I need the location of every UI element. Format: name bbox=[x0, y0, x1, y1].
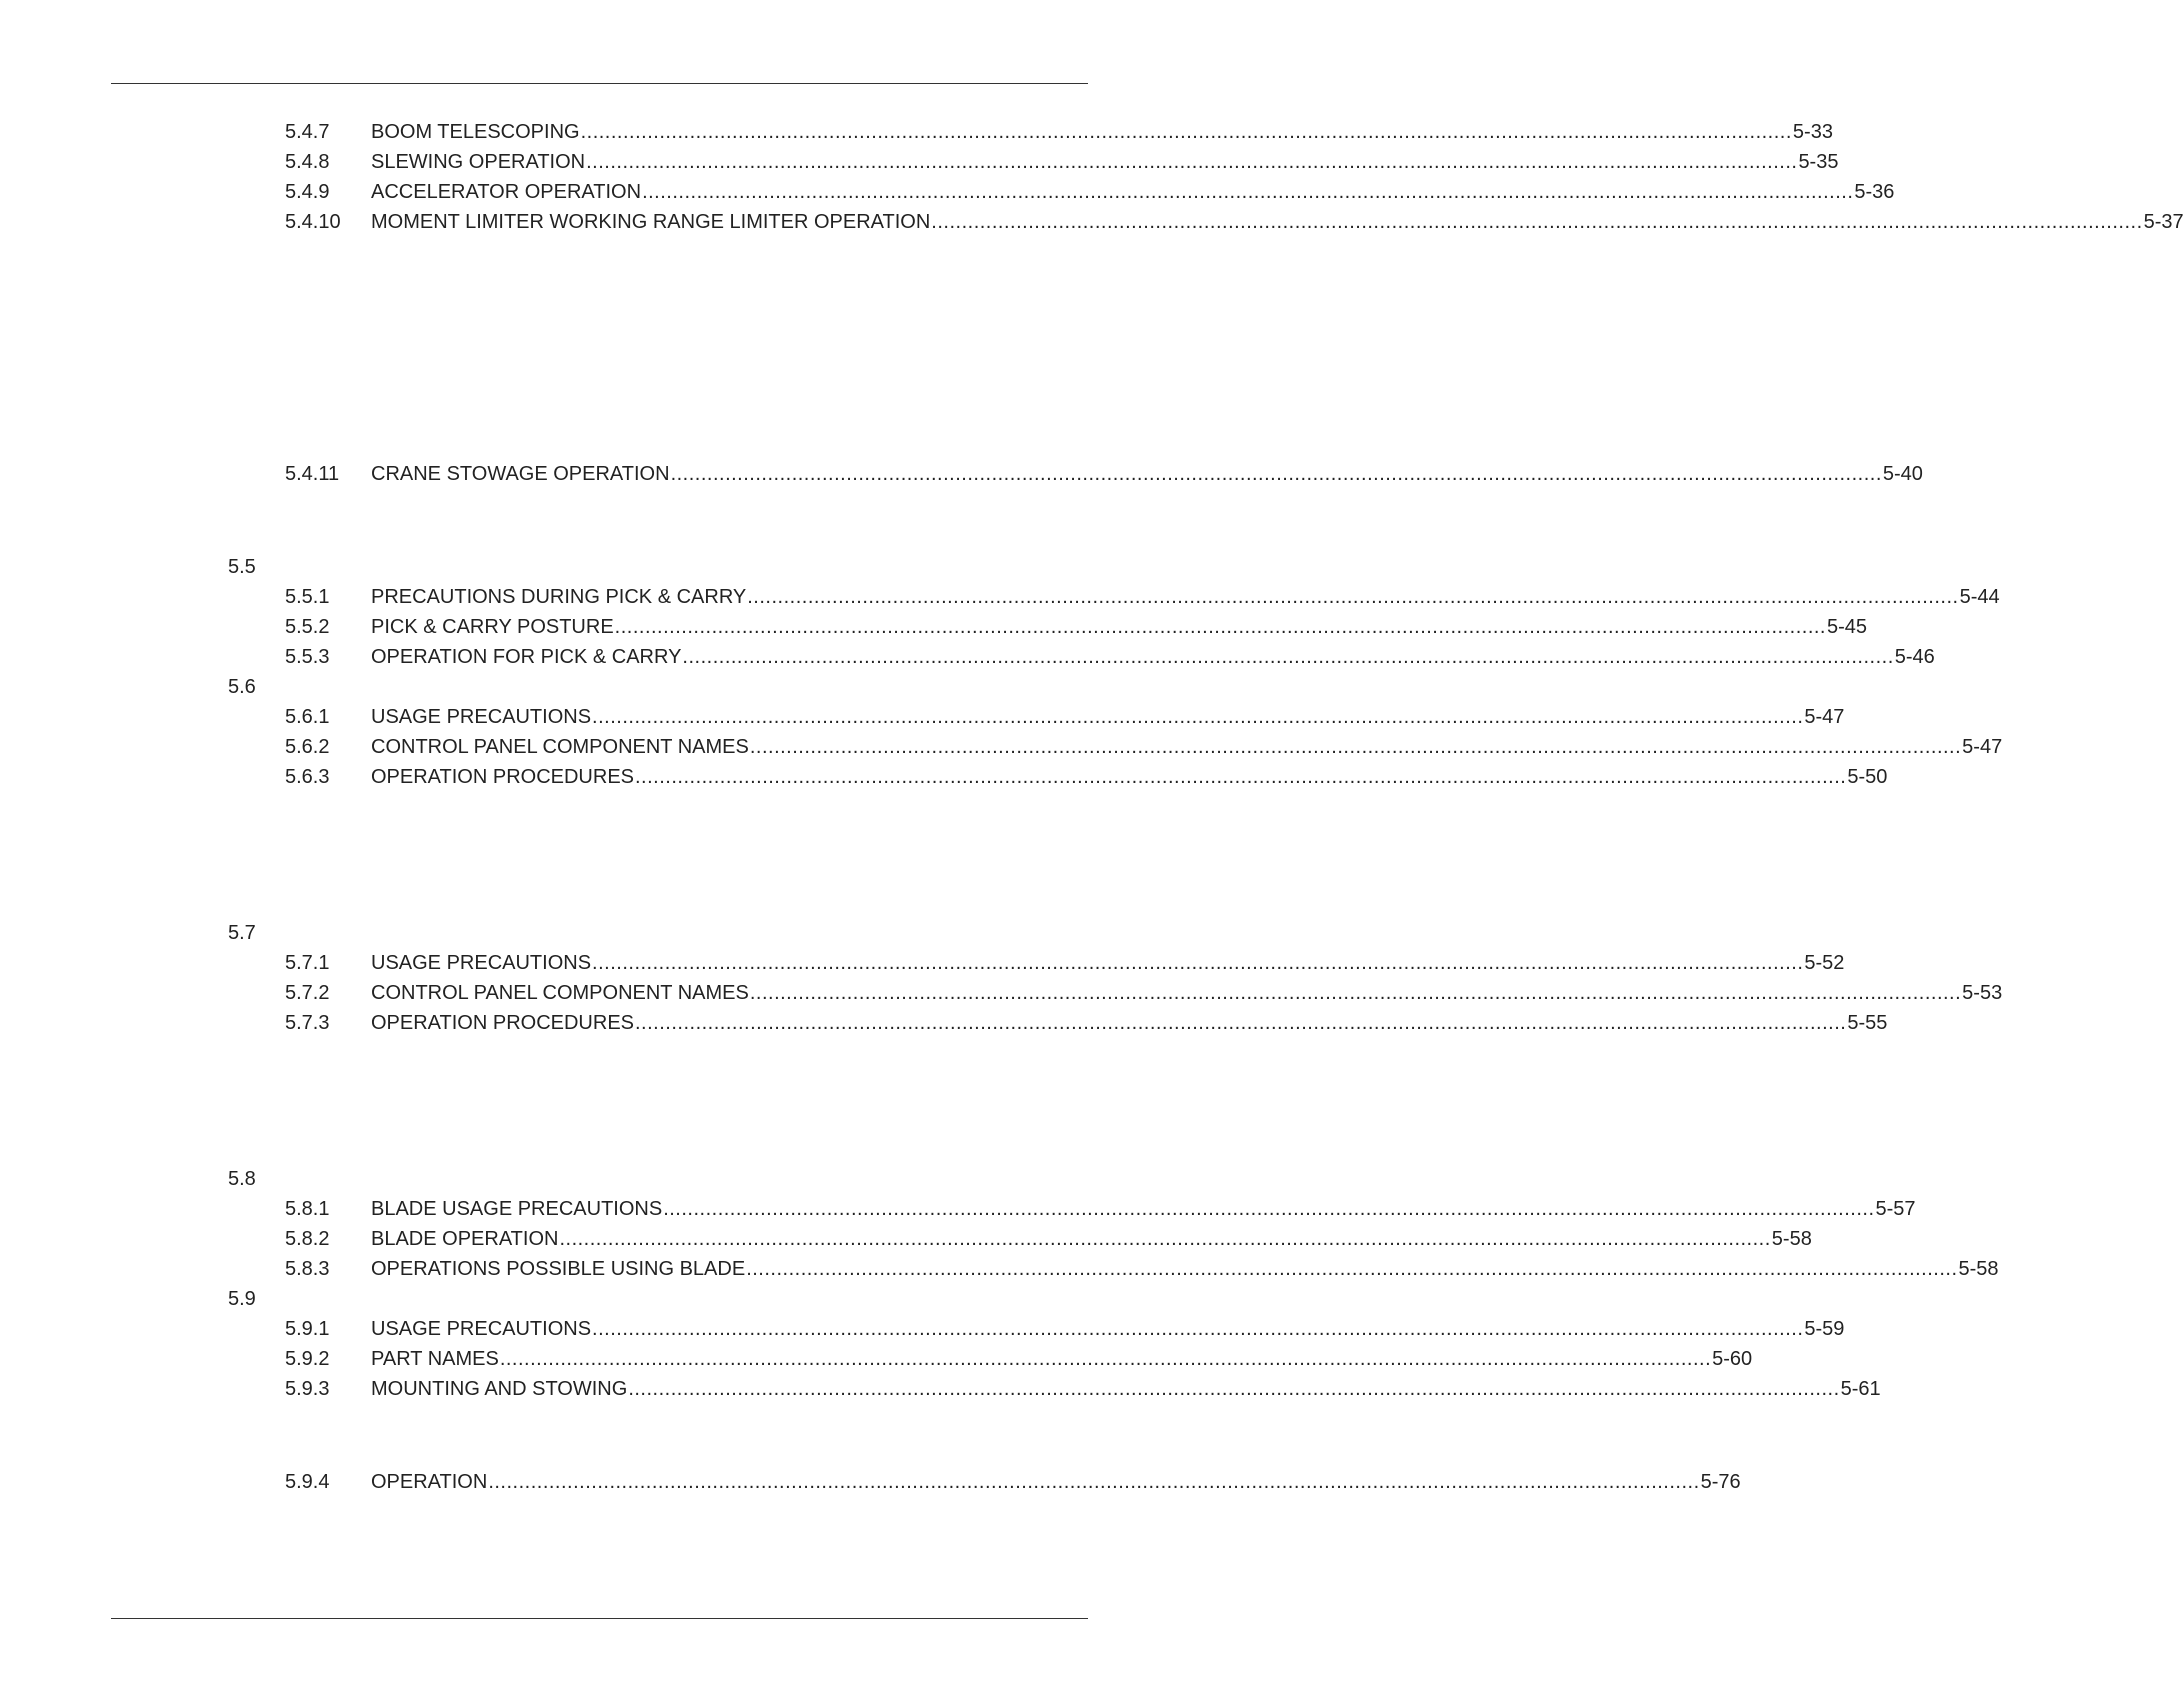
entry-page: 5-40 bbox=[1882, 463, 1923, 485]
entry-line bbox=[371, 117, 1833, 147]
entry-title: OPERATIONS POSSIBLE USING BLADE bbox=[371, 1258, 746, 1280]
entry-title: SLEWING OPERATION bbox=[371, 151, 586, 173]
entry-title: PICK & CARRY POSTURE bbox=[371, 616, 614, 638]
dot-leader: ........................................................................................................................................................................................................ bbox=[670, 463, 1882, 485]
entry-page: 5-44 bbox=[1959, 586, 2000, 608]
entry-number: 5.6.2 bbox=[285, 736, 330, 758]
entry-number: 5.7.1 bbox=[285, 952, 330, 974]
entry-line bbox=[371, 948, 1845, 978]
entry-page: 5-37 bbox=[2143, 211, 2184, 233]
entry-page: 5-36 bbox=[1854, 181, 1895, 203]
footer-rule bbox=[111, 1618, 1088, 1619]
entry-number: 5.7.3 bbox=[285, 1012, 330, 1034]
toc-entry-5-4-10[interactable] bbox=[0, 207, 2184, 237]
entry-number: 5.4.11 bbox=[285, 463, 340, 485]
entry-page: 5-33 bbox=[1792, 121, 1833, 143]
entry-number: 5.7.2 bbox=[285, 982, 330, 1004]
entry-line bbox=[371, 732, 2003, 762]
dot-leader: ........................................................................................................................................................................................................ bbox=[614, 616, 1826, 638]
entry-number: 5.8.3 bbox=[285, 1258, 330, 1280]
entry-number: 5.8.2 bbox=[285, 1228, 330, 1250]
toc-entry-5-9-1[interactable] bbox=[0, 1314, 1845, 1344]
entry-title: OPERATION PROCEDURES bbox=[371, 766, 634, 788]
entry-page: 5-53 bbox=[1962, 982, 2003, 1004]
entry-page: 5-46 bbox=[1894, 646, 1935, 668]
section-number: 5.9 bbox=[228, 1288, 256, 1310]
toc-entry-5-7-2[interactable] bbox=[0, 978, 2003, 1008]
entry-page: 5-61 bbox=[1840, 1378, 1881, 1400]
entry-number: 5.4.9 bbox=[285, 181, 330, 203]
dot-leader: ........................................................................................................................................................................................................ bbox=[488, 1471, 1700, 1493]
dot-leader: ........................................................................................................................................................................................................ bbox=[682, 646, 1894, 668]
toc-entry-5-6-3[interactable] bbox=[0, 762, 1888, 792]
entry-line bbox=[371, 612, 1868, 642]
entry-line bbox=[371, 978, 2003, 1008]
dot-leader: ........................................................................................................................................................................................................ bbox=[746, 1258, 1958, 1280]
entry-number: 5.4.7 bbox=[285, 121, 330, 143]
entry-line bbox=[371, 762, 1888, 792]
entry-page: 5-58 bbox=[1958, 1258, 1999, 1280]
dot-leader: ........................................................................................................................................................................................................ bbox=[663, 1198, 1875, 1220]
entry-line bbox=[371, 177, 1895, 207]
dot-leader: ........................................................................................................................................................................................................ bbox=[592, 952, 1804, 974]
toc-entry-5-4-7[interactable] bbox=[0, 117, 1833, 147]
toc-entry-5-8-3[interactable] bbox=[0, 1254, 1999, 1284]
toc-entry-5-4-11[interactable] bbox=[0, 459, 1923, 489]
entry-line bbox=[371, 1314, 1845, 1344]
toc-entry-5-8-2[interactable] bbox=[0, 1224, 1812, 1254]
entry-title: USAGE PRECAUTIONS bbox=[371, 952, 592, 974]
dot-leader: ........................................................................................................................................................................................................ bbox=[592, 1318, 1804, 1340]
entry-number: 5.9.1 bbox=[285, 1318, 330, 1340]
toc-entry-5-5-3[interactable] bbox=[0, 642, 1935, 672]
entry-title: CONTROL PANEL COMPONENT NAMES bbox=[371, 736, 749, 758]
section-number: 5.5 bbox=[228, 556, 256, 578]
dot-leader: ........................................................................................................................................................................................................ bbox=[642, 181, 1854, 203]
entry-number: 5.6.3 bbox=[285, 766, 330, 788]
toc-entry-5-9-2[interactable] bbox=[0, 1344, 1753, 1374]
entry-number: 5.9.3 bbox=[285, 1378, 330, 1400]
entry-number: 5.6.1 bbox=[285, 706, 330, 728]
entry-title: CONTROL PANEL COMPONENT NAMES bbox=[371, 982, 749, 1004]
entry-line bbox=[371, 642, 1935, 672]
header-rule bbox=[111, 83, 1088, 84]
entry-page: 5-60 bbox=[1712, 1348, 1753, 1370]
toc-entry-5-7-1[interactable] bbox=[0, 948, 1845, 978]
dot-leader: ........................................................................................................................................................................................................ bbox=[635, 1012, 1847, 1034]
dot-leader: ........................................................................................................................................................................................................ bbox=[931, 211, 2143, 233]
entry-title: PRECAUTIONS DURING PICK & CARRY bbox=[371, 586, 747, 608]
entry-line bbox=[371, 1254, 1999, 1284]
toc-section-5-6[interactable] bbox=[0, 672, 1190, 702]
dot-leader: ........................................................................................................................................................................................................ bbox=[559, 1228, 1771, 1250]
toc-section-5-5[interactable] bbox=[0, 552, 1190, 582]
entry-number: 5.5.1 bbox=[285, 586, 330, 608]
toc-section-5-8[interactable] bbox=[0, 1164, 1190, 1194]
dot-leader: ........................................................................................................................................................................................................ bbox=[580, 121, 1792, 143]
entry-line bbox=[371, 1374, 1881, 1404]
entry-page: 5-55 bbox=[1847, 1012, 1888, 1034]
section-number: 5.6 bbox=[228, 676, 256, 698]
toc-entry-5-4-8[interactable] bbox=[0, 147, 1839, 177]
dot-leader: ........................................................................................................................................................................................................ bbox=[499, 1348, 1712, 1370]
dot-leader: ........................................................................................................................................................................................................ bbox=[747, 586, 1959, 608]
entry-title: OPERATION PROCEDURES bbox=[371, 1012, 634, 1034]
dot-leader: ........................................................................................................................................................................................................ bbox=[749, 982, 1962, 1004]
toc-entry-5-6-2[interactable] bbox=[0, 732, 2003, 762]
entry-line bbox=[371, 582, 2000, 612]
dot-leader: ........................................................................................................................................................................................................ bbox=[592, 706, 1804, 728]
toc-entry-5-5-1[interactable] bbox=[0, 582, 2000, 612]
toc-entry-5-7-3[interactable] bbox=[0, 1008, 1888, 1038]
dot-leader: ........................................................................................................................................................................................................ bbox=[635, 766, 1847, 788]
section-number: 5.7 bbox=[228, 922, 256, 944]
entry-page: 5-35 bbox=[1798, 151, 1839, 173]
dot-leader: ........................................................................................................................................................................................................ bbox=[586, 151, 1798, 173]
toc-entry-5-9-3[interactable] bbox=[0, 1374, 1881, 1404]
entry-line bbox=[371, 1344, 1753, 1374]
entry-page: 5-59 bbox=[1804, 1318, 1845, 1340]
entry-line bbox=[371, 459, 1923, 489]
entry-title: BLADE USAGE PRECAUTIONS bbox=[371, 1198, 663, 1220]
entry-title: OPERATION bbox=[371, 1471, 488, 1493]
entry-line bbox=[371, 207, 2184, 237]
entry-line bbox=[371, 1008, 1888, 1038]
entry-number: 5.9.2 bbox=[285, 1348, 330, 1370]
dot-leader: ........................................................................................................................................................................................................ bbox=[628, 1378, 1840, 1400]
toc-entry-5-8-1[interactable] bbox=[0, 1194, 1916, 1224]
toc-section-5-7[interactable] bbox=[0, 918, 1190, 948]
entry-line bbox=[371, 702, 1845, 732]
entry-number: 5.8.1 bbox=[285, 1198, 330, 1220]
entry-title: USAGE PRECAUTIONS bbox=[371, 706, 592, 728]
entry-title: PART NAMES bbox=[371, 1348, 499, 1370]
toc-entry-5-6-1[interactable] bbox=[0, 702, 1845, 732]
entry-page: 5-47 bbox=[1962, 736, 2003, 758]
section-number: 5.8 bbox=[228, 1168, 256, 1190]
entry-number: 5.4.8 bbox=[285, 151, 330, 173]
entry-title: OPERATION FOR PICK & CARRY bbox=[371, 646, 682, 668]
dot-leader: ........................................................................................................................................................................................................ bbox=[749, 736, 1962, 758]
toc-entry-5-5-2[interactable] bbox=[0, 612, 1868, 642]
entry-title: BLADE OPERATION bbox=[371, 1228, 559, 1250]
toc-entry-5-9-4[interactable] bbox=[0, 1467, 1741, 1497]
entry-title: MOUNTING AND STOWING bbox=[371, 1378, 628, 1400]
entry-page: 5-47 bbox=[1804, 706, 1845, 728]
entry-title: MOMENT LIMITER WORKING RANGE LIMITER OPERATION bbox=[371, 211, 931, 233]
entry-page: 5-58 bbox=[1771, 1228, 1812, 1250]
entry-page: 5-50 bbox=[1847, 766, 1888, 788]
toc-section-5-9[interactable] bbox=[0, 1284, 1190, 1314]
entry-line bbox=[371, 147, 1839, 177]
entry-page: 5-52 bbox=[1804, 952, 1845, 974]
toc-entry-5-4-9[interactable] bbox=[0, 177, 1895, 207]
entry-line bbox=[371, 1194, 1916, 1224]
entry-line bbox=[371, 1467, 1741, 1497]
entry-line bbox=[371, 1224, 1812, 1254]
entry-title: ACCELERATOR OPERATION bbox=[371, 181, 642, 203]
entry-title: BOOM TELESCOPING bbox=[371, 121, 580, 143]
entry-number: 5.5.3 bbox=[285, 646, 330, 668]
entry-title: USAGE PRECAUTIONS bbox=[371, 1318, 592, 1340]
entry-page: 5-76 bbox=[1700, 1471, 1741, 1493]
entry-number: 5.9.4 bbox=[285, 1471, 330, 1493]
entry-page: 5-57 bbox=[1875, 1198, 1916, 1220]
entry-number: 5.5.2 bbox=[285, 616, 330, 638]
entry-number: 5.4.10 bbox=[285, 211, 341, 233]
entry-page: 5-45 bbox=[1826, 616, 1868, 638]
entry-title: CRANE STOWAGE OPERATION bbox=[371, 463, 670, 485]
